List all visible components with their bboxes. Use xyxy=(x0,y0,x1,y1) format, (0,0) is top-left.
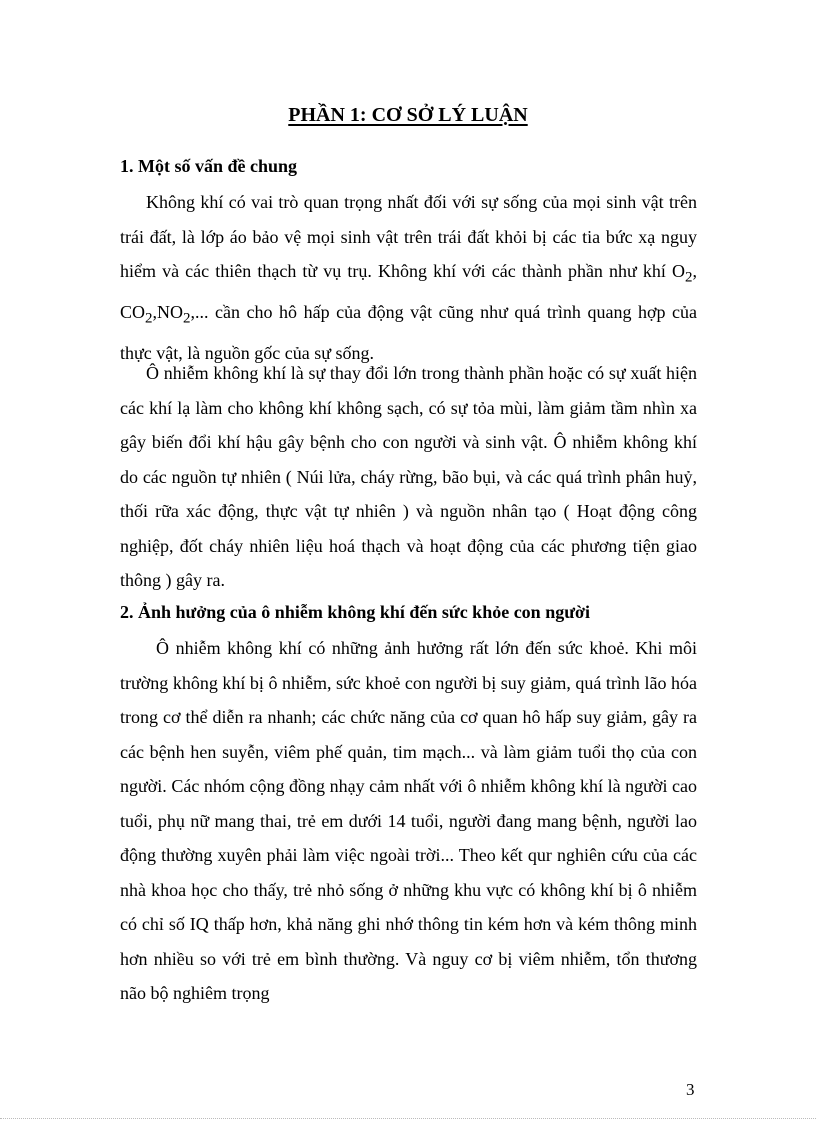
section-2-heading: 2. Ảnh hưởng của ô nhiễm không khí đến sức khỏe con người xyxy=(120,602,590,622)
text-run: Ô nhiễm không khí là sự thay đổi lớn trong thành phần hoặc có sự xuất hiện các khí lạ làm cho không khí không sạch, có sự tỏa mùi, làm giảm tầm nhìn xa gây biến đổi khí hậu gây bệnh cho con người và sinh vật. Ô nhiễm không khí do các nguồn tự nhiên ( Núi lửa, cháy rừng, bão bụi, và các quá trình phân huỷ, thối rữa xác động, thực vật tự nhiên ) và nguồn nhân tạo ( Hoạt động công nghiệp, đốt cháy nhiên liệu hoá thạch và hoạt động của các phương tiện giao thông ) gây ra. xyxy=(120,363,697,590)
text-run: Ô nhiễm không khí có những ảnh hưởng rất lớn đến sức khoẻ. Khi môi trường không khí bị ô nhiễm, sức khoẻ con người bị suy giảm, quá trình lão hóa trong cơ thể diễn ra nhanh; các chức năng của cơ quan hô hấp suy giảm, gây ra các bệnh hen suyễn, viêm phế quản, tim mạch... và làm giảm tuổi thọ của con người. Các nhóm cộng đồng nhạy cảm nhất với ô nhiễm không khí là người cao tuổi, phụ nữ mang thai, trẻ em dưới 14 tuổi, người đang mang bệnh, người lao động thường xuyên phải làm việc ngoài trời... Theo kết qur nghiên cứu của các nhà khoa học cho thấy, trẻ nhỏ sống ở những khu vực có không khí bị ô nhiễm có chỉ số IQ thấp hơn, khả năng ghi nhớ thông tin kém hơn và kém thông minh hơn nhiều so với trẻ em bình thường. Và nguy cơ bị viêm nhiễm, tổn thương não bộ nghiêm trọng xyxy=(120,638,697,1003)
page-title: PHẦN 1: CƠ SỞ LÝ LUẬN xyxy=(288,104,528,126)
section-1-paragraph-2 xyxy=(120,356,697,598)
text-run: ,... cần cho hô hấp của động vật cũng như quá trình quang hợp của thực vật, là nguồn gốc của sự sống. xyxy=(120,302,697,364)
page-number: 3 xyxy=(686,1080,695,1099)
section-2-paragraph-1 xyxy=(120,631,697,1011)
section-1-paragraph-1 xyxy=(120,185,697,371)
subscript: 2 xyxy=(183,310,191,327)
section-1-heading: 1. Một số vấn đề chung xyxy=(120,156,298,176)
subscript: 2 xyxy=(145,310,153,327)
page-border-line xyxy=(0,1118,816,1119)
text-run: , CO xyxy=(120,261,697,323)
text-run: Không khí có vai trò quan trọng nhất đối với sự sống của mọi sinh vật trên trái đất, là lớp áo bảo vệ mọi sinh vật trên trái đất khỏi bị các tia bức xạ nguy hiểm và các thiên thạch từ vụ trụ. Không khí với các thành phần như khí O xyxy=(120,192,697,281)
subscript: 2 xyxy=(685,269,693,286)
text-run: ,NO xyxy=(152,302,184,323)
